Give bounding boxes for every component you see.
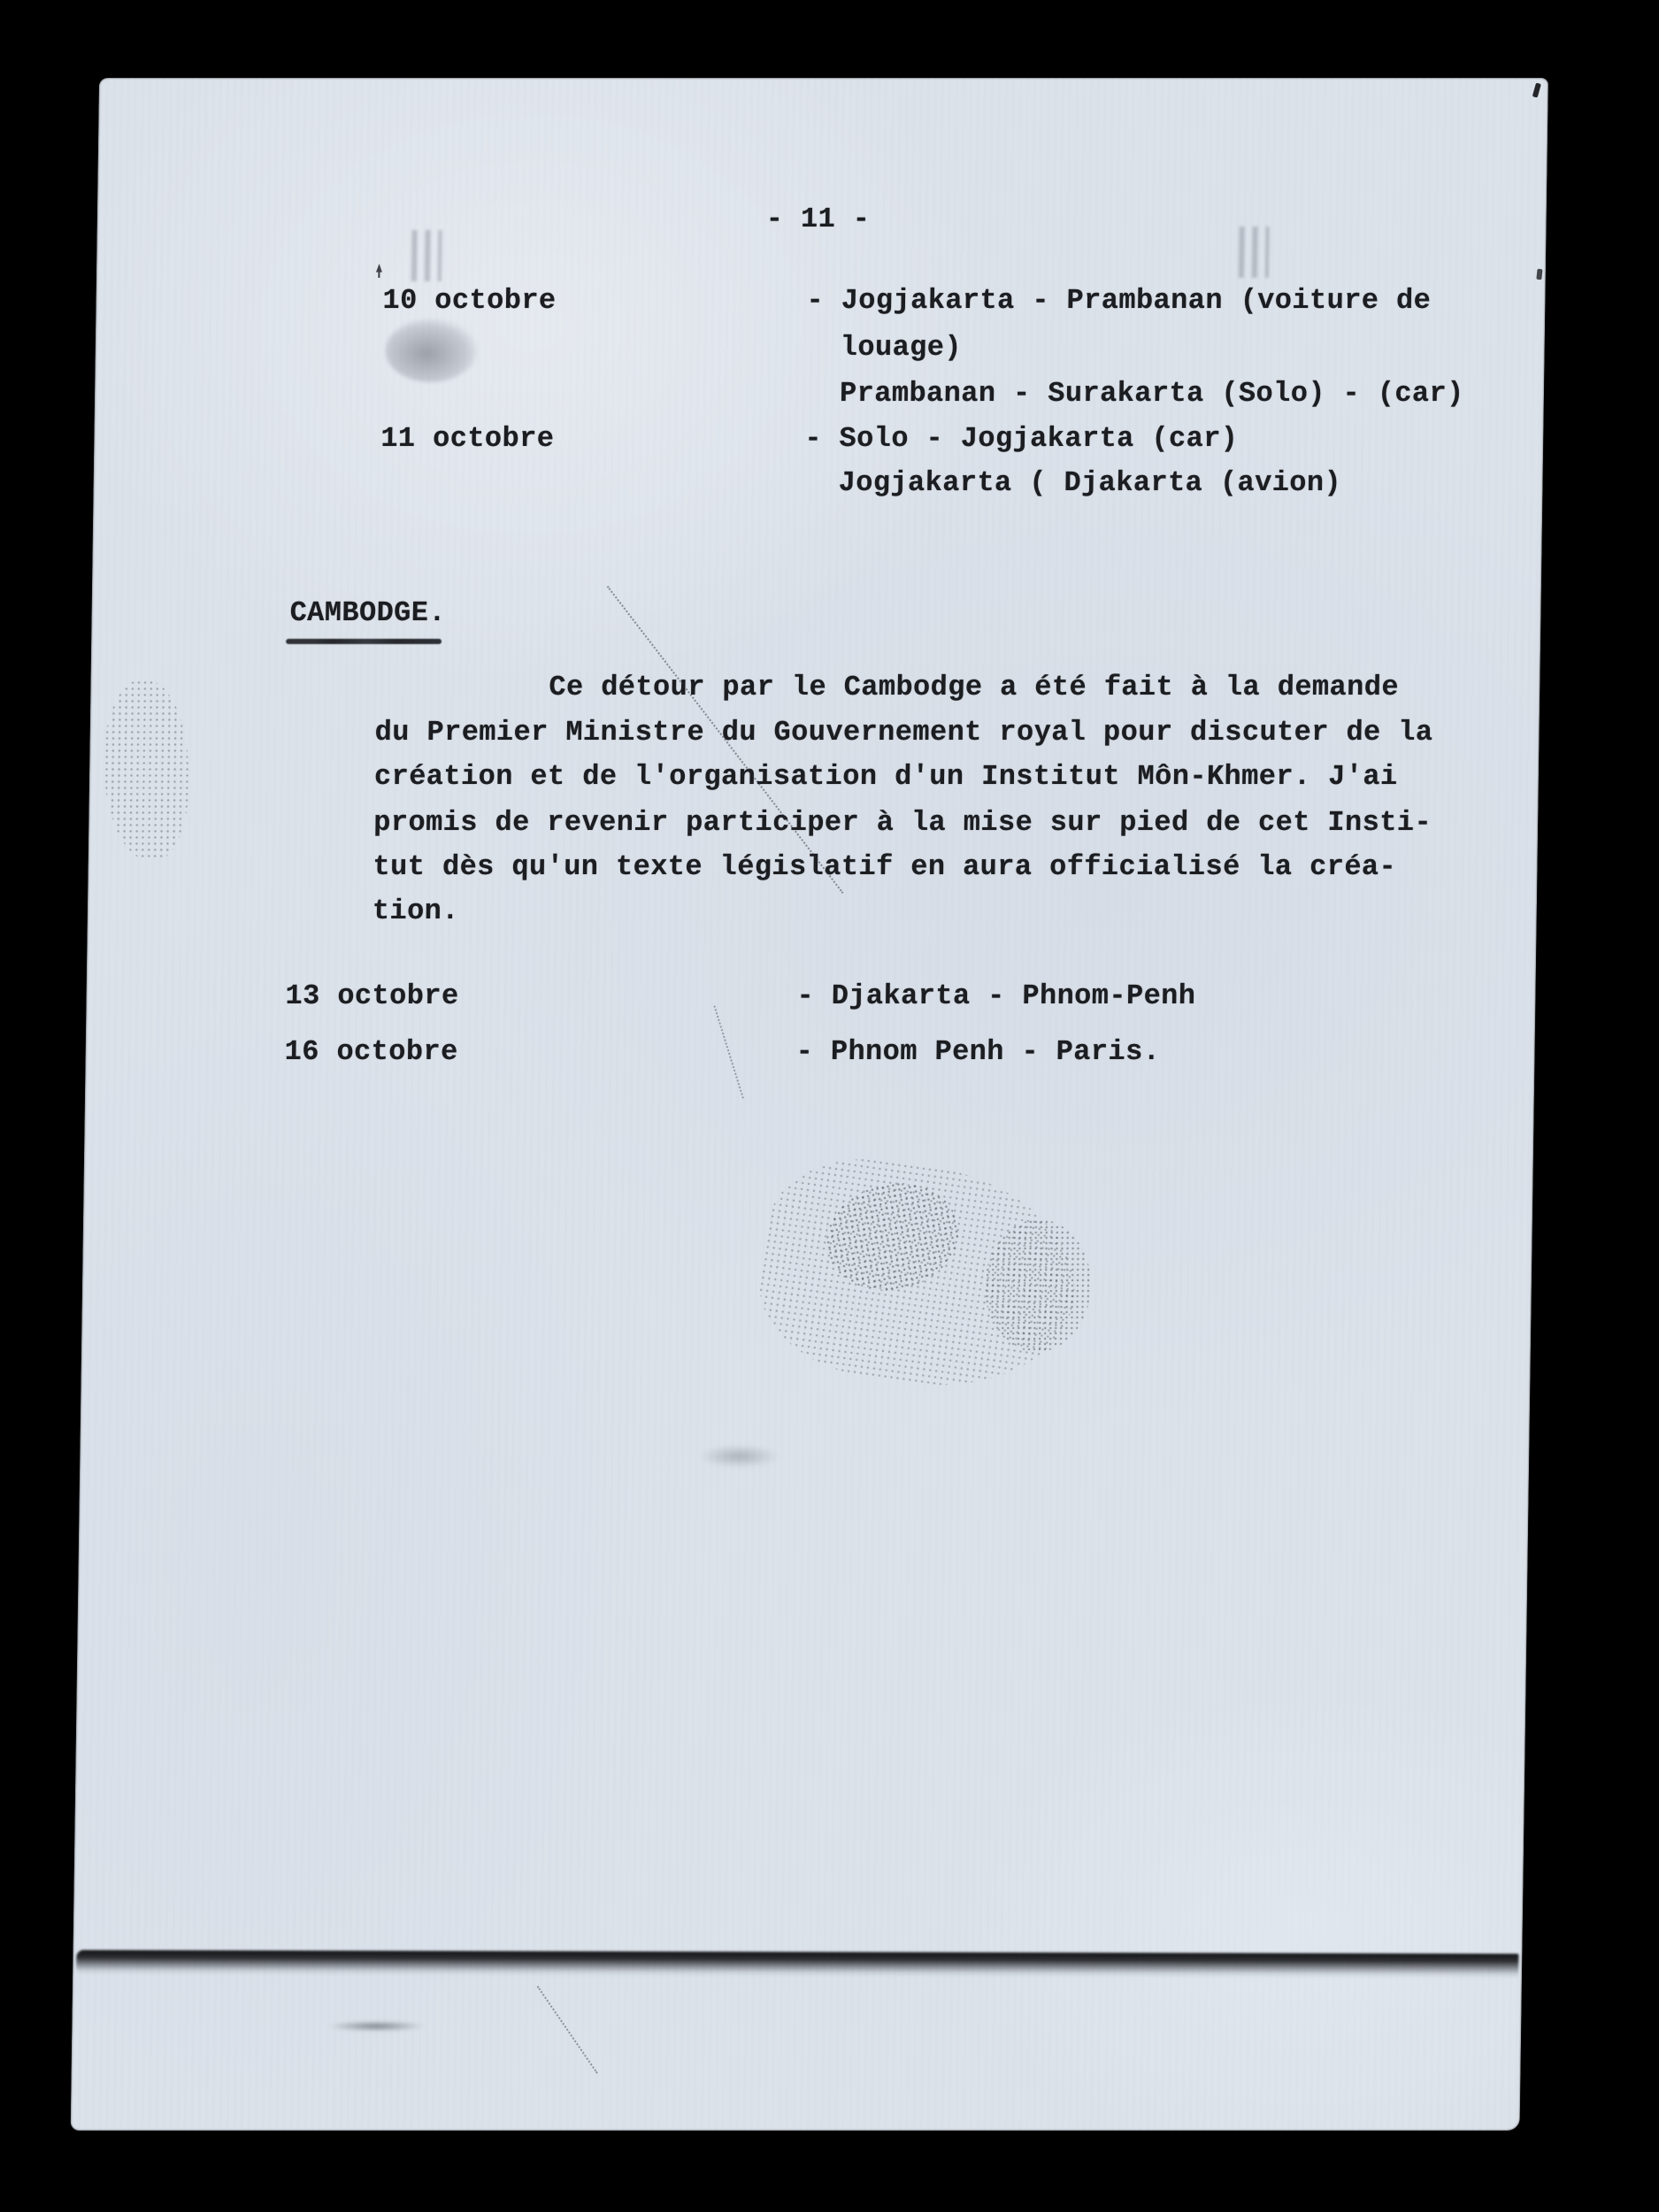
itinerary-line: - Solo - Jogjakarta (car) [804,422,1239,455]
document-page [71,78,1548,2131]
itinerary-line: Jogjakarta ( Djakarta (avion) [838,466,1342,499]
paragraph-line: promis de revenir participer à la mise sur pied de cet Insti- [373,806,1432,839]
itinerary-date: 10 octobre [382,284,557,317]
halftone-stain [984,1219,1092,1352]
heading-underline [286,639,442,644]
itinerary-date: 13 octobre [285,979,459,1012]
section-heading: CAMBODGE. [289,596,447,629]
ghost-mark [1239,227,1270,278]
scan-band-artifact [76,1950,1518,1978]
paragraph-line: Ce détour par le Cambodge a été fait à la demande [549,671,1400,703]
itinerary-line: - Djakarta - Phnom-Penh [796,979,1196,1012]
edge-tick-mark [1532,82,1541,97]
ink-speck-mark [376,264,382,278]
smudge-mark [326,2021,426,2032]
itinerary-date: 11 octobre [380,422,555,455]
itinerary-line: - Jogjakarta - Prambanan (voiture de [806,284,1432,317]
itinerary-date: 16 octobre [284,1035,458,1068]
smudge-mark [699,1445,779,1468]
paragraph-line: tion. [372,895,460,927]
paragraph-line: création et de l'organisation d'un Institut Môn-Khmer. J'ai [373,760,1398,793]
itinerary-line: Prambanan - Surakarta (Solo) - (car) [839,377,1464,410]
ink-blot-stain [385,319,478,382]
page-number: - 11 - [765,203,871,235]
itinerary-line: louage) [840,331,963,364]
paragraph-line: tut dès qu'un texte législatif en aura officialisé la créa- [373,850,1397,883]
halftone-stain [103,680,190,861]
edge-tick-mark [1536,269,1542,280]
itinerary-line: - Phnom Penh - Paris. [795,1035,1161,1068]
ghost-mark [411,230,442,281]
scratch-mark [713,1005,743,1098]
paragraph-line: du Premier Ministre du Gouvernement royal pour discuter de la [374,716,1433,749]
scratch-mark [537,1985,598,2073]
